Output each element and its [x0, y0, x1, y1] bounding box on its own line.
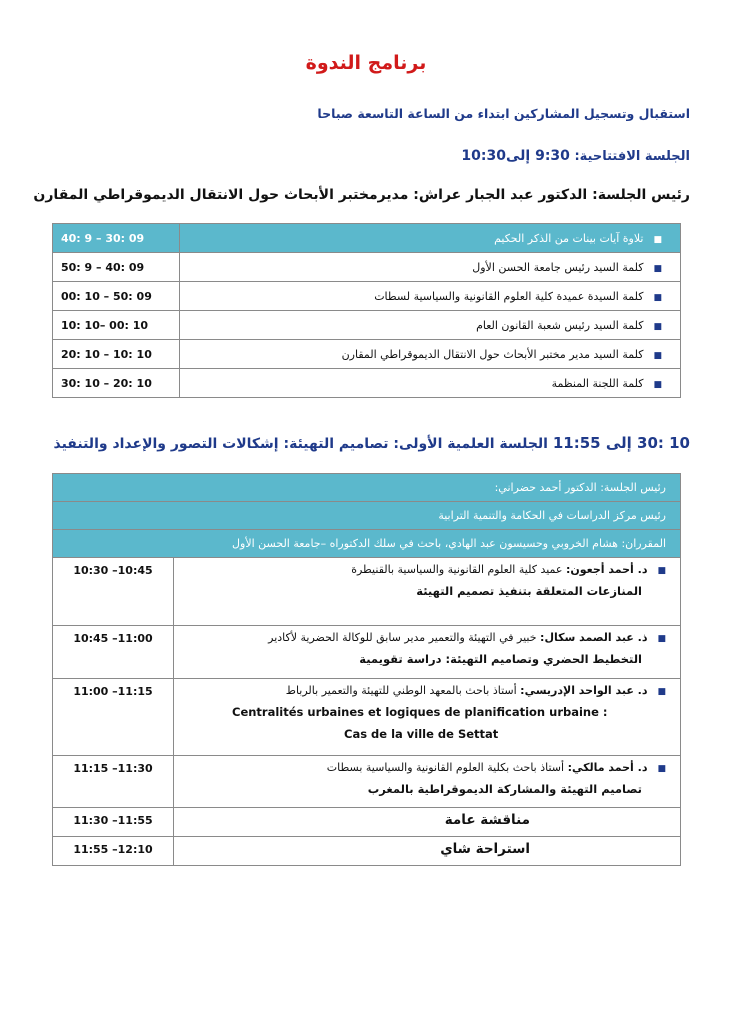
square-bullet-icon: ■ — [653, 292, 662, 303]
table-row — [53, 224, 681, 253]
speaker-role: خبير في التهيئة والتعمير مدير سابق للوكالة الحضرية لأكادير — [268, 631, 537, 644]
speaker-name: د. أحمد أجعون: — [565, 563, 648, 576]
speaker-role: عميد كلية العلوم القانونية والسياسية بالقنيطرة — [351, 563, 563, 576]
talk-topic-subtitle: Cas de la ville de Settat — [344, 726, 499, 741]
table-row — [53, 530, 681, 558]
opening-program-table — [52, 223, 681, 398]
opening-session-label: الجلسة الافتتاحية: — [574, 149, 690, 164]
talk-topic: المنازعات المتعلقة بتنفيذ تصميم التهيئة — [416, 584, 642, 598]
table-row — [53, 311, 681, 340]
square-bullet-icon: ■ — [657, 764, 666, 774]
talk-topic: Centralités urbaines et logiques de planification urbaine : — [232, 705, 608, 719]
speaker-role: أستاذ باحث بالمعهد الوطني للتهيئة والتعمير بالرباط — [285, 684, 517, 697]
speaker-name: د. عبد الواحد الإدريسي: — [520, 684, 648, 697]
table-row — [53, 558, 681, 626]
program-time: 10: 10– 00: 10 — [53, 311, 180, 340]
table-row — [53, 282, 681, 311]
table-row — [53, 502, 681, 530]
opening-session-heading — [461, 148, 690, 164]
session2-heading — [54, 434, 691, 452]
program-item: كلمة السيدة عميدة كلية العلوم القانونية والسياسية لسطات — [374, 289, 644, 303]
program-time: 00: 10 – 50: 09 — [53, 282, 180, 311]
session2-rapporteurs: المقرران: هشام الخروبي وحسيسون عبد الهادي، باحث في سلك الدكتوراه –جامعة الحسن الأول — [53, 530, 681, 558]
table-row — [53, 837, 681, 866]
square-bullet-icon: ■ — [657, 634, 666, 644]
talk-topic: تصاميم التهيئة والمشاركة الديموقراطية بالمغرب — [367, 782, 642, 796]
session2-chair-role: رئيس مركز الدراسات في الحكامة والتنمية الترابية — [53, 502, 681, 530]
opening-session-time: 9:30 إلى10:30 — [461, 148, 570, 164]
square-bullet-icon: ■ — [653, 234, 662, 245]
program-time: 20: 10 – 10: 10 — [53, 340, 180, 369]
program-time: 11:15 –11:30 — [53, 756, 174, 808]
table-row — [53, 253, 681, 282]
table-row — [53, 626, 681, 679]
square-bullet-icon: ■ — [657, 687, 666, 697]
square-bullet-icon: ■ — [653, 379, 662, 390]
square-bullet-icon: ■ — [653, 321, 662, 332]
general-discussion: مناقشة عامة — [174, 808, 681, 837]
session2-time: 10 :30 إلى 11:55 — [552, 434, 690, 452]
program-time: 50: 9 – 40: 09 — [53, 253, 180, 282]
session2-title: الجلسة العلمية الأولى: تصاميم التهيئة: إشكالات التصور والإعداد والتنفيذ — [53, 436, 548, 452]
square-bullet-icon: ■ — [657, 566, 666, 576]
program-item: كلمة السيد رئيس شعبة القانون العام — [476, 318, 644, 332]
square-bullet-icon: ■ — [653, 350, 662, 361]
table-row — [53, 756, 681, 808]
session2-program-table — [52, 473, 681, 866]
program-time: 10:45 –11:00 — [53, 626, 174, 679]
program-time: 11:30 –11:55 — [53, 808, 174, 837]
speaker-role: أستاذ باحث بكلية العلوم القانونية والسياسية بسطات — [326, 761, 565, 774]
talk-topic: التخطيط الحضري وتصاميم التهيئة: دراسة تقويمية — [359, 652, 642, 666]
opening-session-chair: رئيس الجلسة: الدكتور عبد الجبار عراش: مديرمختبر الأبحاث حول الانتقال الديموقراطي المقارن — [33, 187, 690, 203]
program-time: 11:00 –11:15 — [53, 679, 174, 756]
table-row — [53, 369, 681, 398]
table-row — [53, 808, 681, 837]
program-item: كلمة السيد مدير مختبر الأبحاث حول الانتقال الديموقراطي المقارن — [341, 347, 644, 361]
tea-break: استراحة شاي — [174, 837, 681, 866]
square-bullet-icon: ■ — [653, 263, 662, 274]
session2-chair: رئيس الجلسة: الدكتور أحمد حضراني: — [53, 474, 681, 502]
speaker-name: ذ. عبد الصمد سكال: — [540, 631, 648, 644]
program-time: 40: 9 – 30: 09 — [53, 224, 180, 253]
reception-text: استقبال وتسجيل المشاركين ابتداء من الساعة التاسعة صباحا — [317, 106, 690, 121]
program-item: كلمة السيد رئيس جامعة الحسن الأول — [472, 260, 644, 274]
program-item: كلمة اللجنة المنظمة — [551, 376, 644, 390]
program-time: 11:55 –12:10 — [53, 837, 174, 866]
table-row — [53, 679, 681, 756]
table-row — [53, 340, 681, 369]
table-row — [53, 474, 681, 502]
program-time: 30: 10 – 20: 10 — [53, 369, 180, 398]
speaker-name: د. أحمد مالكي: — [567, 761, 648, 774]
program-time: 10:30 –10:45 — [53, 558, 174, 626]
program-item: تلاوة آيات بينات من الذكر الحكيم — [494, 231, 644, 245]
page-title: برنامج الندوة — [305, 52, 427, 74]
